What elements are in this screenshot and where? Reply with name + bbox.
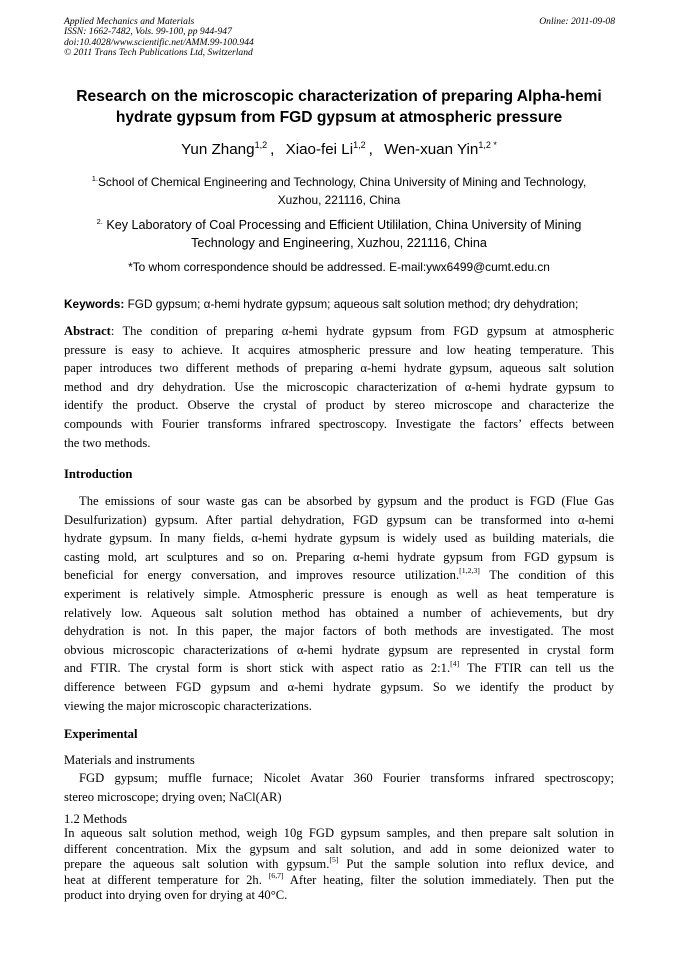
body-line: different concentration. Mix the gypsum and salt solution, and add in some deionized water to: [64, 841, 614, 856]
author-affiliation-mark: 1,2: [254, 140, 268, 150]
subsection-heading-materials: Materials and instruments: [64, 753, 195, 767]
body-text: Put the sample solution into reflux device, and: [338, 857, 614, 871]
body-line: experiment is relatively simple. Atmospheric pressure is enough as well as heat temperature is: [64, 586, 614, 601]
abstract-paragraph: [64, 322, 614, 452]
subsection-heading-methods: 1.2 Methods: [64, 812, 127, 826]
methods-paragraph: [64, 826, 614, 904]
journal-name: Applied Mechanics and Materials: [64, 16, 195, 27]
section-heading-introduction: Introduction: [64, 467, 133, 481]
body-line: The emissions of sour waste gas can be absorbed by gypsum and the product is FGD (Flue Gas: [79, 494, 614, 508]
body-text: and FTIR. The crystal form is short stick with aspect ratio as 2:1.: [64, 661, 451, 676]
abstract-label: Abstract: [64, 324, 111, 338]
body-text: After heating, filter the solution immediately. Then put the: [283, 872, 615, 887]
body-line: [64, 870, 615, 889]
abstract-line: identify the product. Observe the crystal of product by stereo microscope and characterize the: [64, 398, 614, 413]
affiliation-mark: 1.: [91, 174, 98, 183]
body-line: product into drying oven for drying at 40°C.: [64, 888, 288, 902]
abstract-line: compounds with Fourier transforms infrared spectroscopy. Investigate the factors’ effects between: [64, 416, 614, 431]
issn-line: ISSN: 1662-7482, Vols. 99-100, pp 944-947: [64, 26, 232, 38]
citation-mark: [5]: [329, 855, 339, 864]
doi-line[interactable]: doi:10.4028/www.scientific.net/AMM.99-100.944: [64, 36, 254, 48]
title-line-1: Research on the microscopic characterization of preparing Alpha-hemi: [76, 88, 602, 105]
affiliation-2: [40, 216, 638, 252]
body-line: [64, 566, 614, 585]
keywords-label: Keywords:: [64, 297, 125, 311]
affiliation-line: Xuzhou, 221116, China: [277, 192, 401, 207]
affiliation-line: Technology and Engineering, Xuzhou, 221116, China: [191, 236, 487, 250]
author-separator: ,: [270, 141, 275, 158]
body-line: casting mold, art sculptures and so on. Preparing α-hemi hydrate gypsum from FGD gypsum is: [64, 549, 614, 564]
body-text: heat at different temperature for 2h.: [64, 872, 269, 887]
materials-paragraph: [64, 769, 614, 806]
author-name: Yun Zhang: [181, 141, 255, 158]
body-line: In aqueous salt solution method, weigh 10g FGD gypsum samples, and then prepare salt solution in: [64, 826, 614, 840]
abstract-line: paper introduces two different methods of preparing α-hemi hydrate gypsum, aqueous salt solution: [64, 361, 614, 376]
section-heading-experimental: Experimental: [64, 727, 138, 741]
correspondence-note: *To whom correspondence should be addressed. E-mail:ywx6499@cumt.edu.cn: [128, 260, 550, 274]
introduction-paragraph: [64, 492, 614, 715]
citation-mark: [4]: [450, 659, 460, 669]
keywords-text: FGD gypsum; α-hemi hydrate gypsum; aqueous salt solution method; dry dehydration;: [124, 297, 579, 311]
author-name: Xiao-fei Li: [285, 141, 354, 158]
body-line: stereo microscope; drying oven; NaCl(AR): [64, 789, 282, 804]
body-line: obvious microscopic characterizations of α-hemi hydrate gypsum are represented in crystal form: [64, 642, 614, 657]
affiliation-line: Key Laboratory of Coal Processing and Efficient Utililation, China University of Mining: [106, 218, 582, 232]
body-line: difference between FGD gypsum and α-hemi hydrate gypsum. So we identify the product by: [64, 679, 614, 694]
body-text: The FTIR can tell us the: [459, 661, 614, 676]
body-line: [64, 857, 614, 873]
citation-mark: [1,2,3]: [459, 566, 480, 576]
body-text: prepare the aqueous salt solution with gypsum.: [64, 857, 330, 871]
online-date: Online: 2011-09-08: [539, 16, 615, 27]
body-line: dehydration is not. In this paper, the major factors of both methods are investigated. The most: [64, 624, 614, 639]
author-name: Wen-xuan Yin: [384, 141, 479, 158]
journal-header: [64, 17, 254, 59]
abstract-line: method and dry dehydration. Use the microscopic characterization of α-hemi hydrate gypsum to: [64, 379, 614, 394]
body-line: relatively low. Aqueous salt solution method has obtained a number of achievements, but dry: [64, 605, 614, 620]
abstract-line: pressure is easy to achieve. It acquires atmospheric pressure and low heating temperature. This: [64, 342, 614, 357]
body-line: [64, 659, 614, 678]
body-text: The condition of this: [479, 568, 614, 583]
affiliation-mark: 2.: [96, 217, 103, 226]
author-affiliation-mark: 1,2 *: [478, 140, 497, 150]
abstract-line: the two methods.: [64, 435, 151, 450]
keywords: [64, 297, 578, 311]
abstract-line: : The condition of preparing α-hemi hydrate gypsum from FGD gypsum at atmospheric: [110, 324, 614, 338]
body-line: viewing the major microscopic characterizations.: [64, 698, 312, 713]
body-line: FGD gypsum; muffle furnace; Nicolet Avatar 360 Fourier transforms infrared spectroscopy;: [79, 771, 614, 785]
body-line: Desulfurization) gypsum. After partial dehydration, FGD gypsum can be transformed into α-hemi: [64, 512, 614, 527]
affiliation-line: School of Chemical Engineering and Technology, China University of Mining and Technology,: [98, 175, 587, 189]
body-line: hydrate gypsum. In many fields, α-hemi hydrate gypsum is widely used as building materials, die: [64, 531, 614, 546]
affiliation-1: [40, 174, 638, 209]
title-line-2: hydrate gypsum from FGD gypsum at atmospheric pressure: [115, 109, 563, 126]
author-separator: ,: [368, 141, 373, 158]
citation-mark: [6,7]: [268, 870, 284, 880]
author-affiliation-mark: 1,2: [353, 140, 366, 150]
body-text: beneficial for energy conversation, and improves resource utilization.: [64, 568, 460, 583]
author-list: [0, 140, 678, 160]
copyright-line: © 2011 Trans Tech Publications Ltd, Switzerland: [64, 47, 253, 59]
paper-title: [40, 86, 638, 128]
